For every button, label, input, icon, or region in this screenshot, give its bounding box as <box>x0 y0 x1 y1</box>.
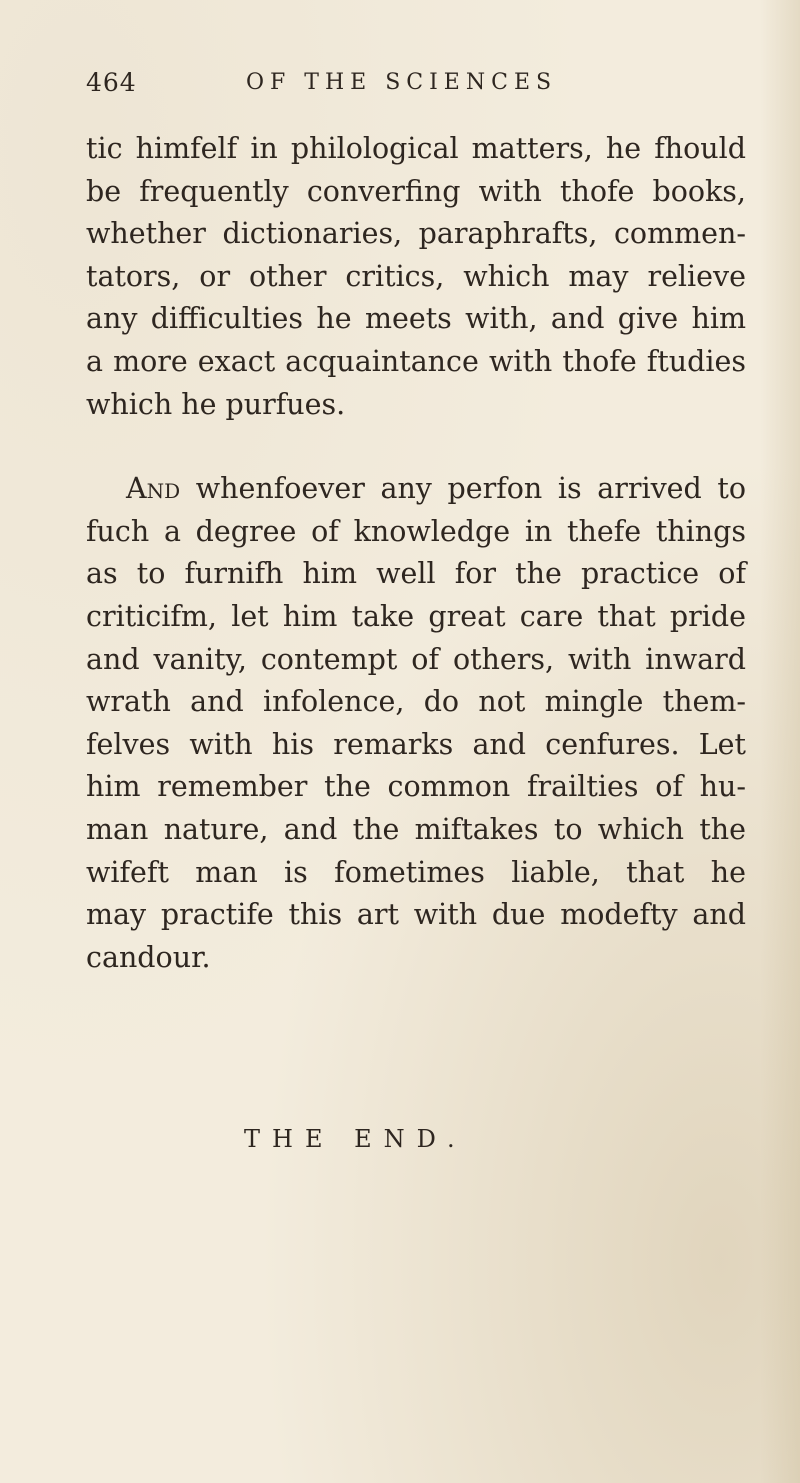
text-line: wifeft man is fometimes liable, that he <box>86 855 746 889</box>
text-line: candour. <box>86 940 211 974</box>
text-line: may practife this art with due modefty and <box>86 898 746 932</box>
text-line: whether dictionaries, paraphrafts, commen- <box>86 217 746 251</box>
paragraph-opening-word: And <box>126 472 181 506</box>
text-line: and vanity, contempt of others, with inward <box>86 642 746 676</box>
text-line-first <box>86 468 746 511</box>
text-line: tators, or other critics, which may relieve <box>86 259 746 293</box>
text-line: as to furnifh him well for the practice of <box>86 557 746 591</box>
paragraph-spacer <box>86 426 746 468</box>
text-line: a more exact acquaintance with thofe ftudies <box>86 344 746 378</box>
page-number: 464 <box>86 68 137 97</box>
text-line: tic himfelf in philological matters, he fhould <box>86 132 746 165</box>
paragraph-1 <box>86 128 746 426</box>
page-edge-shadow <box>760 0 800 1483</box>
text-line: fuch a degree of knowledge in thefe things <box>86 514 746 548</box>
text-line: man nature, and the miftakes to which the <box>86 812 746 846</box>
text-line: felves with his remarks and cenfures. Let <box>86 727 746 761</box>
running-head <box>86 68 740 108</box>
first-line-rest: whenfoever any perfon is arrived to <box>180 472 746 506</box>
the-end-colophon: THE END. <box>244 1125 467 1153</box>
text-line: him remember the common frailties of hu- <box>86 770 746 804</box>
text-line: any difficulties he meets with, and give him <box>86 302 746 336</box>
paragraph-2 <box>86 468 746 979</box>
text-line: which he purfues. <box>86 387 346 421</box>
running-head-title: OF THE SCIENCES <box>246 70 558 95</box>
text-line: criticifm, let him take great care that pride <box>86 599 746 633</box>
body-text <box>86 128 746 979</box>
text-line: be frequently converfing with thofe books, <box>86 174 746 208</box>
text-line: wrath and infolence, do not mingle them- <box>86 685 746 719</box>
